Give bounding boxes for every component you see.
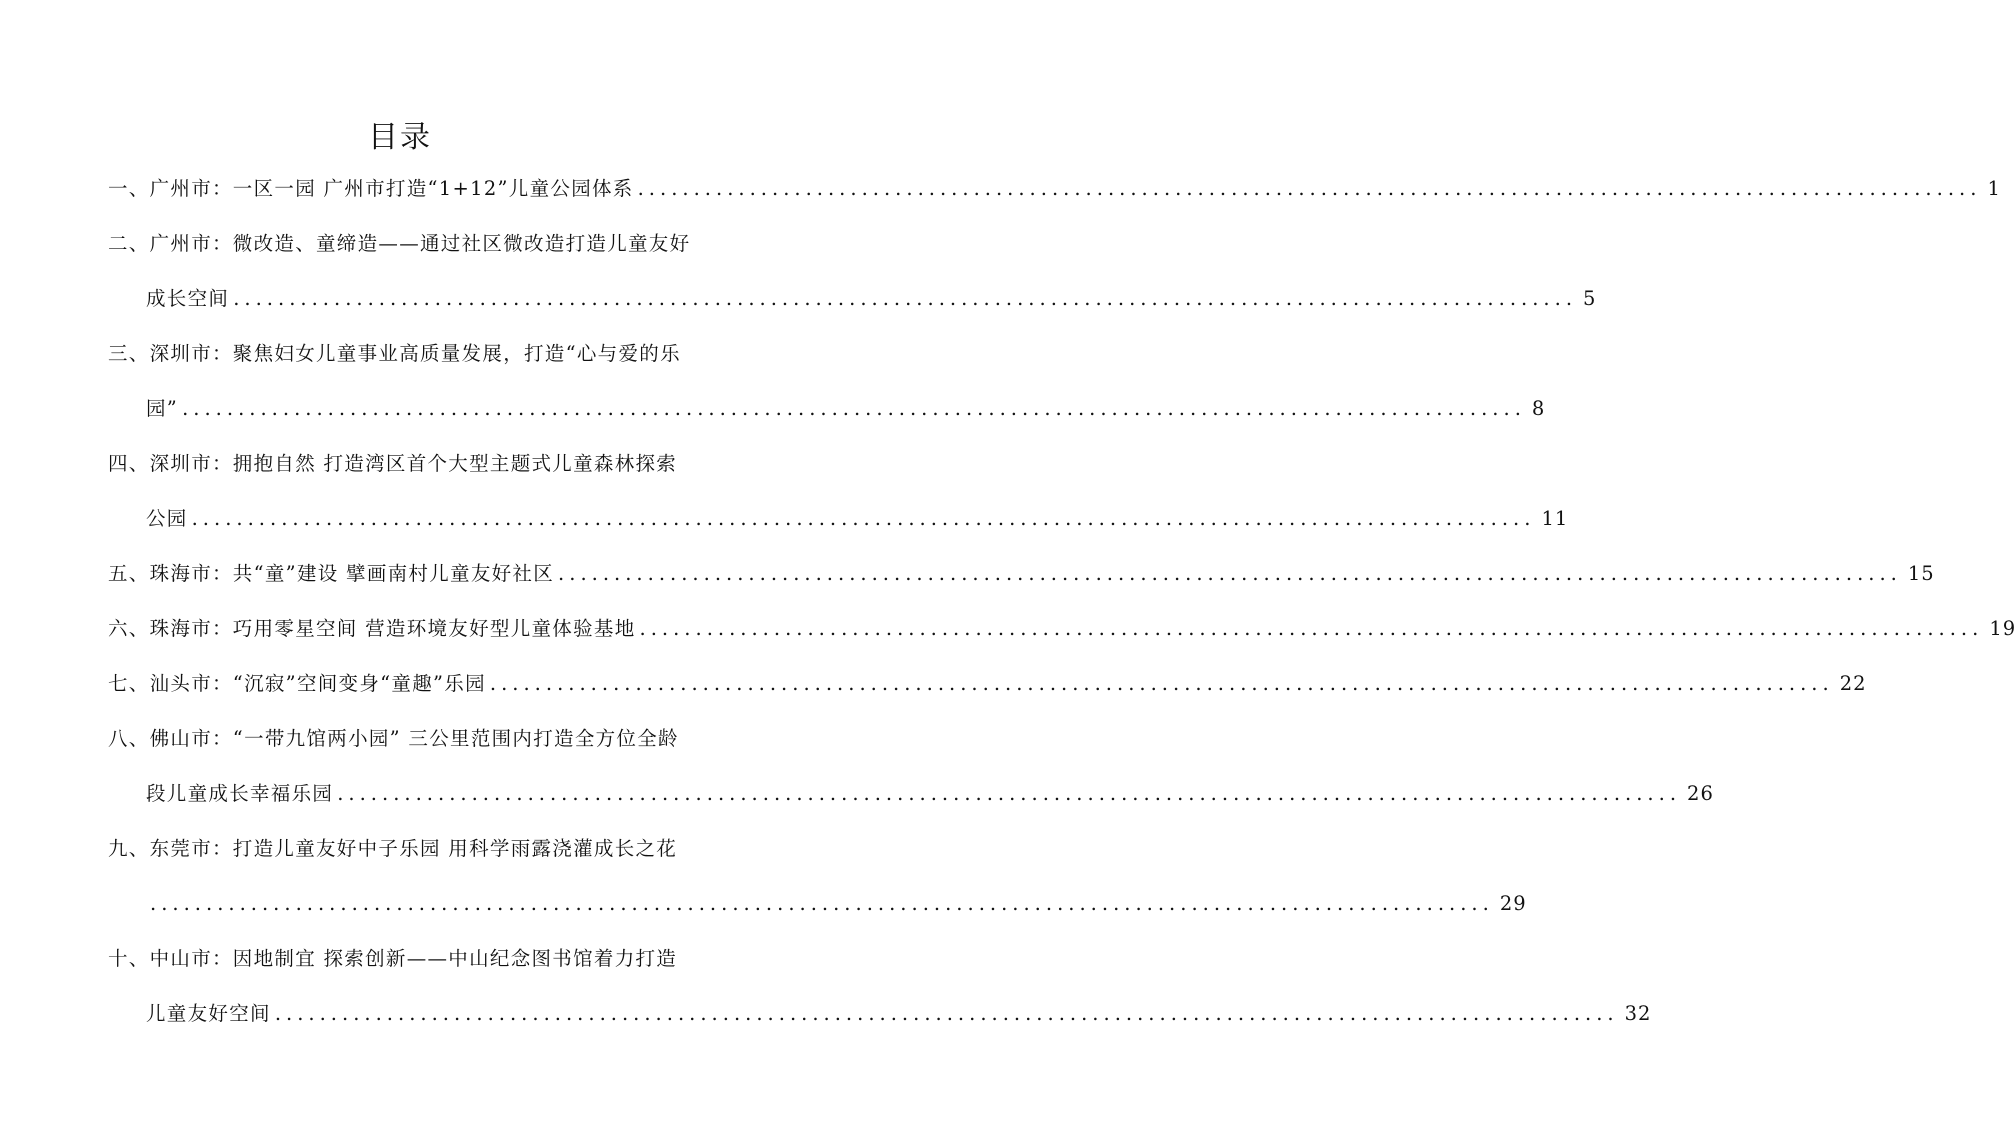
table-of-contents bbox=[108, 170, 2016, 1050]
toc-entry-line bbox=[108, 940, 700, 978]
toc-page-number: 29 bbox=[1499, 892, 1527, 915]
toc-entry-line bbox=[108, 775, 1714, 813]
toc-dot-leader: ........................................................................................................................ bbox=[150, 892, 1494, 915]
toc-entry-line bbox=[108, 830, 700, 868]
toc-entry-text: 儿童友好空间 bbox=[146, 1002, 271, 1025]
toc-dot-leader: ........................................................................................................................ bbox=[337, 782, 1682, 805]
toc-entry-line bbox=[108, 885, 1527, 923]
toc-entry-line bbox=[108, 170, 2001, 208]
toc-entry-line bbox=[108, 280, 1597, 318]
toc-dot-leader: ........................................................................................................................ bbox=[191, 507, 1536, 530]
toc-dot-leader: ........................................................................................................................ bbox=[233, 287, 1578, 310]
toc-entry-line bbox=[108, 335, 700, 373]
toc-entry-text: 八、佛山市：“一带九馆两小园” 三公里范围内打造全方位全龄 bbox=[108, 727, 679, 750]
toc-entry-text: 公园 bbox=[146, 507, 188, 530]
toc-entry-text: 六、珠海市：巧用零星空间 营造环境友好型儿童体验基地 bbox=[108, 617, 636, 640]
toc-entry-line bbox=[108, 720, 700, 758]
toc-entry-line bbox=[108, 390, 1546, 428]
toc-page-number: 22 bbox=[1839, 672, 1867, 695]
toc-page-number: 5 bbox=[1583, 287, 1597, 310]
toc-entry-line bbox=[108, 500, 1569, 538]
toc-dot-leader: ........................................................................................................................ bbox=[558, 562, 1902, 585]
toc-entry-line bbox=[108, 445, 700, 483]
toc-entry-text: 九、东莞市：打造儿童友好中子乐园 用科学雨露浇灌成长之花 bbox=[108, 837, 678, 860]
toc-page-number: 8 bbox=[1531, 397, 1546, 420]
page-title: 目录 bbox=[368, 120, 432, 155]
toc-entry-line bbox=[108, 665, 1867, 703]
toc-page-number: 1 bbox=[1987, 177, 2001, 200]
toc-entry-line bbox=[108, 555, 1935, 593]
toc-entry-text: 成长空间 bbox=[146, 287, 230, 310]
toc-dot-leader: ........................................................................................................................ bbox=[182, 397, 1526, 420]
toc-page-number: 15 bbox=[1907, 562, 1935, 585]
toc-entry-line bbox=[108, 610, 2016, 648]
toc-entry-text: 四、深圳市：拥抱自然 打造湾区首个大型主题式儿童森林探索 bbox=[108, 452, 678, 475]
toc-page-number: 32 bbox=[1624, 1002, 1652, 1025]
toc-entry-text: 十、中山市：因地制宜 探索创新——中山纪念图书馆着力打造 bbox=[108, 947, 678, 970]
toc-entry-text: 三、深圳市：聚焦妇女儿童事业高质量发展，打造“心与爱的乐 bbox=[108, 342, 681, 365]
toc-entry-text: 五、珠海市：共“童”建设 擘画南村儿童友好社区 bbox=[108, 562, 555, 585]
toc-entry-line bbox=[108, 225, 700, 263]
toc-page-number: 11 bbox=[1541, 507, 1569, 530]
toc-dot-leader: ........................................................................................................................ bbox=[489, 672, 1834, 695]
toc-entry-line bbox=[108, 995, 1652, 1033]
toc-entry-text: 园” bbox=[146, 397, 179, 420]
toc-entry-text: 二、广州市：微改造、童缔造——通过社区微改造打造儿童友好 bbox=[108, 232, 691, 255]
toc-entry-text: 一、广州市：一区一园 广州市打造“1+12”儿童公园体系 bbox=[108, 177, 634, 200]
toc-dot-leader: ........................................................................................................................ bbox=[639, 617, 1984, 640]
toc-entry-text: 七、汕头市：“沉寂”空间变身“童趣”乐园 bbox=[108, 672, 486, 695]
toc-page-number: 26 bbox=[1687, 782, 1714, 805]
toc-page-number: 19 bbox=[1989, 617, 2016, 640]
toc-dot-leader: ........................................................................................................................ bbox=[637, 177, 1982, 200]
toc-dot-leader: ........................................................................................................................ bbox=[274, 1002, 1619, 1025]
toc-entry-text: 段儿童成长幸福乐园 bbox=[146, 782, 334, 805]
